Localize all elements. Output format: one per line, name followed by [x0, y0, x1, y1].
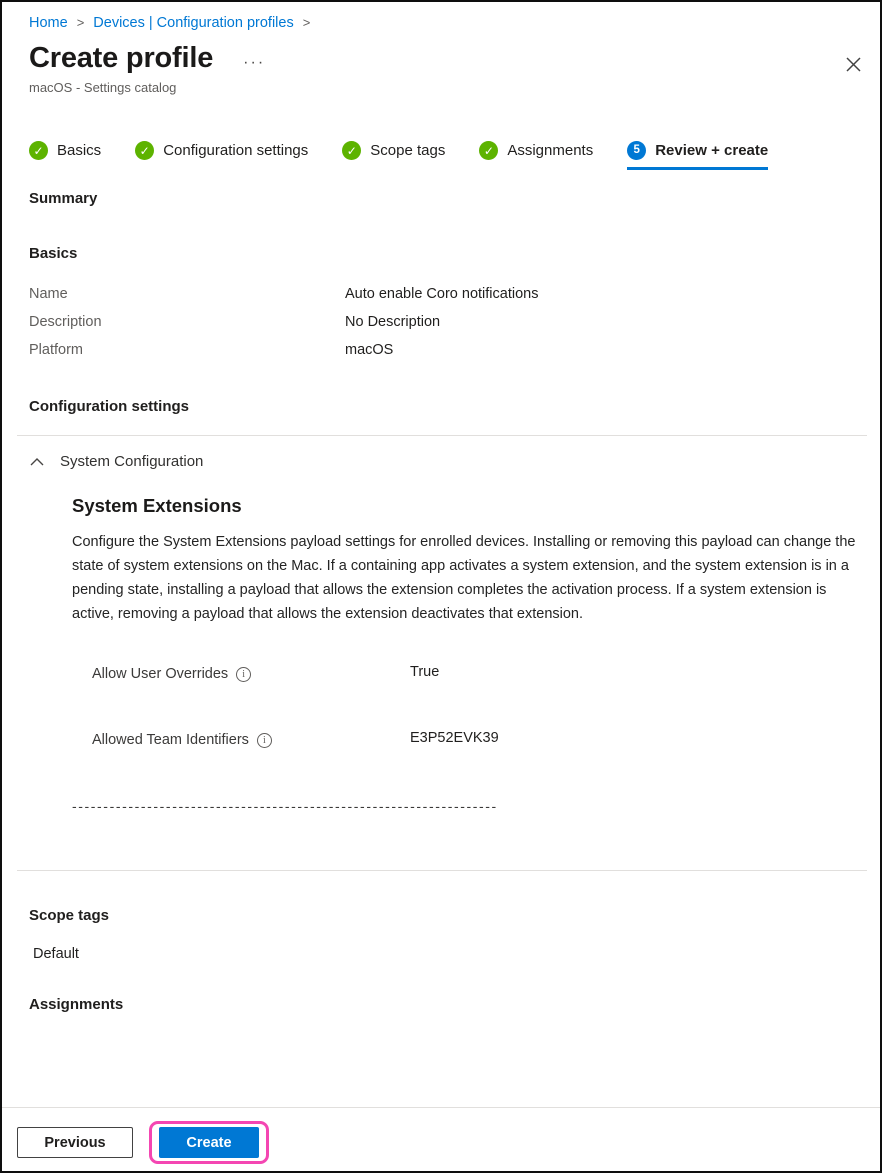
field-label: Platform	[29, 342, 83, 358]
field-label: Description	[29, 314, 102, 330]
breadcrumb-home-link[interactable]: Home	[29, 15, 68, 31]
page-subtitle: macOS - Settings catalog	[29, 80, 177, 95]
wizard-steps	[29, 141, 860, 160]
field-value: Auto enable Coro notifications	[345, 286, 539, 302]
close-button[interactable]	[843, 54, 864, 78]
setting-label: Allow User Overrides	[92, 666, 229, 682]
tab-label: Configuration settings	[163, 142, 309, 159]
active-tab-underline	[627, 167, 768, 170]
setting-row	[92, 732, 860, 748]
tab-label: Basics	[57, 142, 102, 159]
scope-tag-value: Default	[33, 946, 79, 962]
system-extensions-description: Configure the System Extensions payload settings for enrolled devices. Installing or removing this payload can change the state of system extensions on the Mac. If a containing app activates a system extension, and the system extension is in a pending state, installing a payload that allows the extension completes the activation process. If a system extension is active, removing a payload that allows the extension deactivates that extension.	[72, 534, 856, 622]
close-icon	[845, 61, 862, 76]
setting-row	[92, 666, 860, 682]
basics-summary-table	[29, 286, 860, 358]
basics-heading: Basics	[29, 245, 78, 262]
tab-basics[interactable]	[29, 141, 101, 160]
tab-review-create[interactable]	[627, 141, 768, 160]
dashed-separator: --------------------------------------------------------------------	[72, 798, 498, 814]
create-button[interactable]: Create	[159, 1127, 259, 1158]
breadcrumb-separator: >	[302, 15, 311, 30]
configuration-settings-heading: Configuration settings	[29, 398, 189, 415]
create-profile-page	[2, 2, 880, 1013]
assignments-heading: Assignments	[29, 996, 124, 1013]
wizard-footer	[2, 1107, 880, 1171]
tab-assignments[interactable]	[479, 141, 593, 160]
setting-label: Allowed Team Identifiers	[92, 732, 249, 748]
more-options-button[interactable]: ···	[243, 53, 266, 71]
group-label: System Configuration	[60, 453, 204, 470]
step-complete-check-icon: ✓	[135, 141, 154, 160]
table-row	[29, 342, 860, 358]
summary-heading: Summary	[29, 190, 98, 207]
create-button-highlight	[149, 1121, 269, 1164]
breadcrumb	[29, 2, 860, 31]
table-row	[29, 314, 860, 330]
info-icon[interactable]: i	[236, 667, 251, 682]
page-title: Create profile	[29, 42, 214, 74]
section-divider	[17, 435, 867, 436]
setting-value: True	[410, 664, 440, 680]
table-row	[29, 286, 860, 302]
field-label: Name	[29, 286, 68, 302]
tab-label: Review + create	[655, 142, 769, 159]
field-value: macOS	[345, 342, 394, 358]
step-complete-check-icon: ✓	[342, 141, 361, 160]
previous-button[interactable]: Previous	[17, 1127, 133, 1158]
field-value: No Description	[345, 314, 441, 330]
setting-value: E3P52EVK39	[410, 730, 499, 746]
section-divider	[17, 870, 867, 871]
breadcrumb-configuration-profiles-link[interactable]: Devices | Configuration profiles	[93, 15, 294, 31]
tab-configuration-settings[interactable]	[135, 141, 308, 160]
scope-tags-heading: Scope tags	[29, 907, 110, 924]
breadcrumb-separator: >	[76, 15, 85, 30]
title-row	[29, 42, 860, 75]
system-extensions-heading: System Extensions	[72, 495, 242, 516]
system-configuration-group-toggle[interactable]	[29, 453, 860, 470]
step-5-badge: 5	[627, 141, 646, 160]
step-complete-check-icon: ✓	[29, 141, 48, 160]
tab-label: Assignments	[507, 142, 594, 159]
info-icon[interactable]: i	[257, 733, 272, 748]
tab-label: Scope tags	[370, 142, 446, 159]
step-complete-check-icon: ✓	[479, 141, 498, 160]
tab-scope-tags[interactable]	[342, 141, 445, 160]
chevron-up-icon	[29, 456, 45, 468]
